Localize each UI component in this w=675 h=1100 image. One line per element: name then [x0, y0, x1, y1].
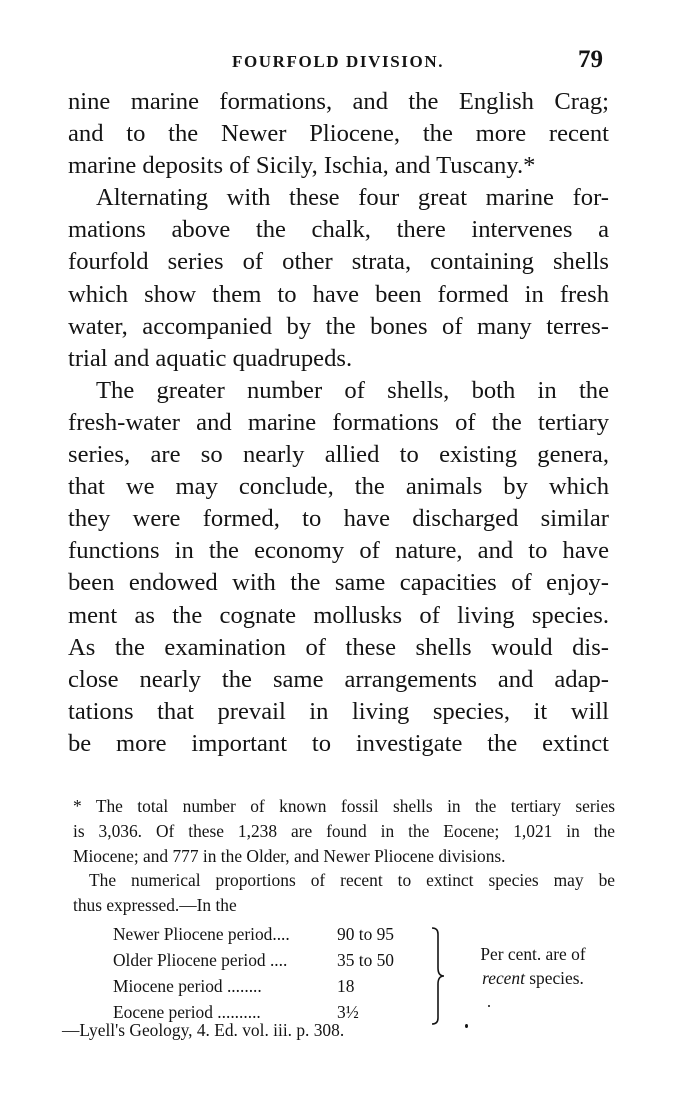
percent-value: 90 to 95 — [337, 924, 395, 944]
proportions-table — [113, 922, 633, 1030]
footnote-line: * The total number of known fossil shells in the tertiary series — [73, 796, 615, 816]
note-rest: species. — [524, 968, 584, 988]
body-text — [68, 86, 609, 760]
body-line: they were formed, to have discharged similar — [68, 505, 609, 533]
percent-note — [457, 942, 609, 990]
footnote — [73, 794, 615, 918]
period-label: Older Pliocene period .... — [113, 950, 288, 970]
footnote-line: The numerical proportions of recent to extinct species may be — [89, 870, 615, 891]
body-line: mations above the chalk, there intervenes a — [68, 216, 609, 244]
body-line: marine deposits of Sicily, Ischia, and Tuscany.* — [68, 152, 536, 180]
body-line: water, accompanied by the bones of many terres- — [68, 312, 609, 340]
body-line: and to the Newer Pliocene, the more recent — [68, 120, 609, 148]
body-line: The greater number of shells, both in the — [96, 376, 609, 404]
footnote-line: Miocene; and 777 in the Older, and Newer Pliocene divisions. — [73, 845, 506, 866]
body-line: nine marine formations, and the English Crag; — [68, 88, 609, 115]
body-line: close nearly the same arrangements and adap- — [68, 665, 609, 693]
body-line: ment as the cognate mollusks of living species. — [68, 601, 609, 629]
body-line: fourfold series of other strata, containing shells — [68, 248, 609, 276]
period-label: Newer Pliocene period.... — [113, 924, 290, 944]
body-line: been endowed with the same capacities of enjoy- — [68, 569, 609, 597]
body-line: As the examination of these shells would dis- — [68, 633, 609, 661]
body-line: functions in the economy of nature, and to have — [68, 537, 609, 565]
body-line: which show them to have been formed in fresh — [68, 280, 609, 308]
body-line: trial and aquatic quadrupeds. — [68, 344, 353, 372]
body-line: tations that prevail in living species, it will — [68, 697, 609, 725]
page-number: 79 — [578, 46, 603, 73]
footnote-line: is 3,036. Of these 1,238 are found in the Eocene; 1,021 in the — [73, 820, 615, 841]
period-label: Eocene period .......... — [113, 1002, 261, 1022]
body-line: that we may conclude, the animals by which — [68, 473, 609, 501]
citation: —Lyell's Geology, 4. Ed. vol. iii. p. 308. — [62, 1020, 345, 1040]
footnote-line: thus expressed.—In the — [73, 895, 237, 916]
running-header — [0, 46, 675, 80]
percent-value: 18 — [337, 976, 355, 996]
brace-icon — [431, 926, 445, 1026]
speck-mark — [488, 1005, 490, 1007]
period-label: Miocene period ........ — [113, 976, 262, 996]
speck-mark — [465, 1024, 468, 1028]
percent-value: 35 to 50 — [337, 950, 395, 970]
body-line: be more important to investigate the extinct — [68, 729, 609, 757]
body-line: series, are so nearly allied to existing genera, — [68, 441, 609, 469]
note-line — [457, 966, 609, 990]
percent-value: 3½ — [337, 1002, 359, 1022]
running-title: FOURFOLD DIVISION. — [232, 52, 445, 71]
body-line: fresh-water and marine formations of the tertiary — [68, 408, 609, 436]
note-line: Per cent. are of — [480, 944, 586, 964]
note-emphasis: recent — [482, 968, 525, 988]
body-line: Alternating with these four great marine for- — [96, 184, 609, 212]
